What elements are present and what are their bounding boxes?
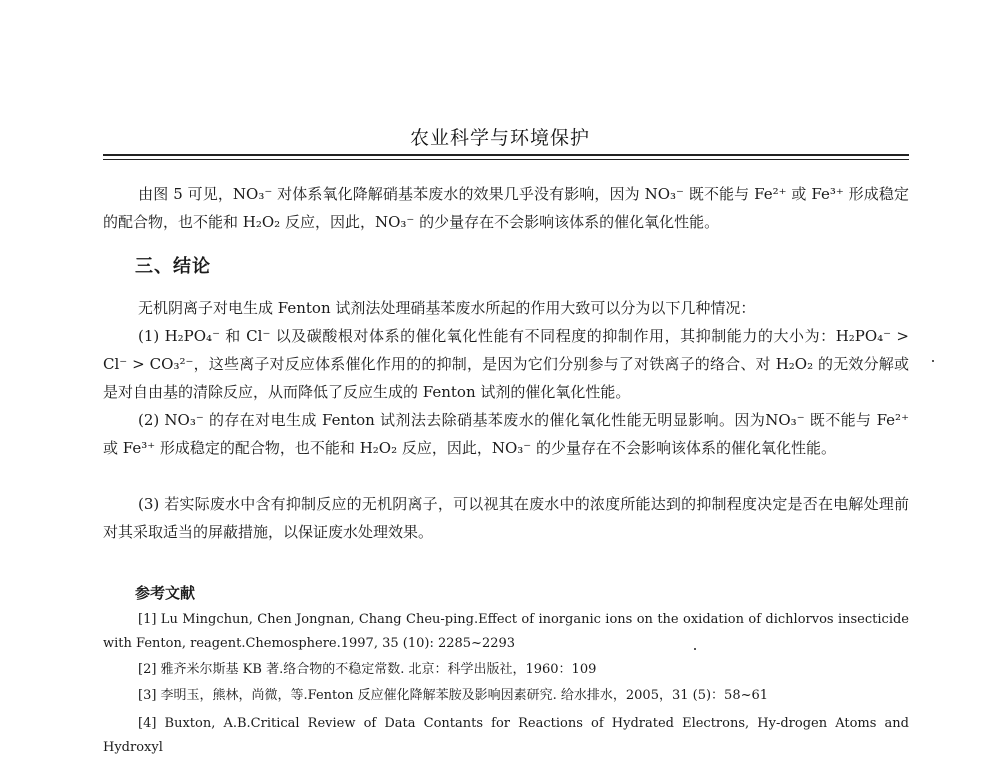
paragraph-intro <box>103 180 909 236</box>
reference-item <box>103 608 909 656</box>
reference-item <box>103 712 909 760</box>
paragraph-conclusion-lead-text: 无机阴离子对电生成 Fenton 试剂法处理硝基苯废水所起的作用大致可以分为以下几种情况： <box>138 299 756 317</box>
paragraph-item-1-text: (1) H₂PO₄⁻ 和 Cl⁻ 以及碳酸根对体系的催化氧化性能有不同程度的抑制作用，其抑制能力的大小为：H₂PO₄⁻ > Cl⁻ > CO₃²⁻，这些离子对反应体系催化作用的的抑制，是因为它们分别参与了对铁离子的络合、对 H₂O₂ 的无效分解或是对自由基的清除反应，从而降低了反应生成的 Fenton 试剂的催化氧化性能。 <box>103 327 909 401</box>
reference-text: [4] Buxton, A.B.Critical Review of Data Contants for Reactions of Hydrated Electrons, Hy-drogen Atoms and Hydroxyl <box>103 716 909 755</box>
references-heading: 参考文献 <box>135 584 196 602</box>
paragraph-item-2-text: (2) NO₃⁻ 的存在对电生成 Fenton 试剂法去除硝基苯废水的催化氧化性能无明显影响。因为NO₃⁻ 既不能与 Fe²⁺ 或 Fe³⁺ 形成稳定的配合物，也不能和 H₂O₂ 反应，因此，NO₃⁻ 的少量存在不会影响该体系的催化氧化性能。 <box>103 411 909 457</box>
reference-item <box>103 684 909 708</box>
paragraph-item-2 <box>103 406 909 462</box>
paragraph-item-3-text: (3) 若实际废水中含有抑制反应的无机阴离子，可以视其在废水中的浓度所能达到的抑制程度决定是否在电解处理前对其采取适当的屏蔽措施，以保证废水处理效果。 <box>103 495 909 541</box>
section-heading: 三、结论 <box>135 256 211 277</box>
paragraph-conclusion-lead <box>103 294 909 322</box>
paragraph-item-1 <box>103 322 909 406</box>
scan-speck <box>694 648 696 650</box>
running-header-title: 农业科学与环境保护 <box>409 127 590 149</box>
reference-text: [1] Lu Mingchun, Chen Jongnan, Chang Cheu-ping.Effect of inorganic ions on the oxidation of dichlorvos insecticide with Fenton, reagent.Chemosphere.1997, 35 (10): 2285~2293 <box>103 612 909 651</box>
reference-item <box>103 658 909 682</box>
reference-text: [2] 雅齐米尔斯基 KB 著.络合物的不稳定常数. 北京：科学出版社，1960：109 <box>138 662 597 677</box>
header-rule-thin <box>103 159 909 160</box>
header-rule-thick <box>103 154 909 156</box>
scan-speck <box>932 360 934 362</box>
paragraph-item-3 <box>103 490 909 546</box>
reference-text: [3] 李明玉，熊林，尚微，等.Fenton 反应催化降解苯胺及影响因素研究. 给水排水，2005，31 (5)：58~61 <box>138 688 769 703</box>
paragraph-intro-text: 由图 5 可见，NO₃⁻ 对体系氧化降解硝基苯废水的效果几乎没有影响，因为 NO₃⁻ 既不能与 Fe²⁺ 或 Fe³⁺ 形成稳定的配合物，也不能和 H₂O₂ 反应，因此，NO₃⁻ 的少量存在不会影响该体系的催化氧化性能。 <box>103 185 909 231</box>
